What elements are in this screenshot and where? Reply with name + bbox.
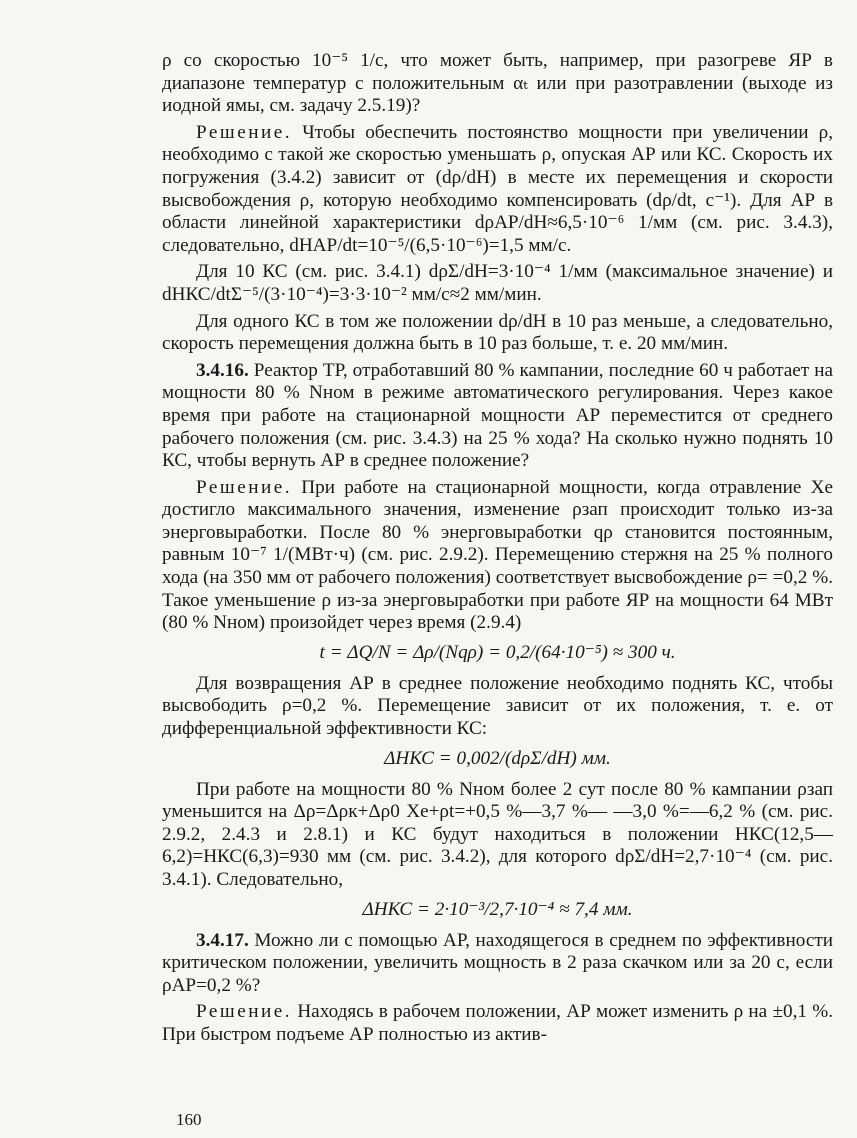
solution-label: Решение.: [196, 476, 293, 498]
paragraph-continuation: [162, 50, 833, 118]
page-number: 160: [176, 1110, 202, 1129]
paragraph-text: При работе на стационарной мощности, когда отравление Xe достигло максимального значения, изменение ρзап происходит только из-за энерговыработки. После 80 % энерговыработки qρ становится постоянным, равным 10⁻⁷ 1/(МВт·ч) (см. рис. 2.9.2). Перемещению стержня на 25 % полного хода (на 350 мм от рабочего положения) соответствует высвобождение ρ= =0,2 %. Такое уменьшение ρ из-за энерговыработки при работе ЯР на мощности 64 МВт (80 % Nном) произойдет через время (2.9.4): [162, 476, 833, 634]
paragraph-text: Для одного КС в том же положении dρ/dH в 10 раз меньше, а следовательно, скорость перемещения должна быть в 10 раз больше, т. е. 20 мм/мин.: [162, 310, 833, 355]
solution-label: Решение.: [196, 121, 293, 143]
paragraph-text: Находясь в рабочем положении, АР может изменить ρ на ±0,1 %. При быстром подъеме АР полностью из актив-: [162, 1001, 833, 1045]
problem-paragraph: [162, 360, 833, 473]
solution-paragraph: [162, 477, 833, 635]
formula: ΔHКС = 2·10⁻³/2,7·10⁻⁴ ≈ 7,4 мм.: [362, 898, 633, 920]
paragraph: [162, 673, 833, 741]
problem-number: 3.4.17.: [196, 929, 249, 951]
paragraph-text: Чтобы обеспечить постоянство мощности при увеличении ρ, необходимо с такой же скоростью уменьшать ρ, опуская АР или КС. Скорость их погружения (3.4.2) зависит от (dρ/dH) в месте их перемещения и скорости высвобождения ρ, которую необходимо компенсировать (dρ/dt, с⁻¹). Для АР в области линейной характеристики dρАР/dH≈6,5·10⁻⁶ 1/мм (см. рис. 3.4.3), следовательно, dHАР/dt=10⁻⁵/(6,5·10⁻⁶)=1,5 мм/с.: [162, 121, 833, 256]
problem-number: 3.4.16.: [196, 359, 249, 381]
paragraph: [162, 311, 833, 356]
paragraph-text: Для возвращения АР в среднее положение необходимо поднять КС, чтобы высвободить ρ=0,2 %. Перемещение зависит от их положения, т. е. от дифференциальной эффективности КС:: [162, 672, 833, 740]
problem-paragraph: [162, 930, 833, 998]
paragraph: [162, 779, 833, 892]
paragraph-text: При работе на мощности 80 % Nном более 2 сут после 80 % кампании ρзап уменьшится на Δρ=Δρк+Δρ0 Xe+ρt=+0,5 %—3,7 %— —3,0 %=—6,2 % (см. рис. 2.9.2, 2.4.3 и 2.8.1) и КС будут находиться в положении HКС(12,5—6,2)=HКС(6,3)=930 мм (см. рис. 3.4.2), для которого dρΣ/dH=2,7·10⁻⁴ (см. рис. 3.4.1). Следовательно,: [162, 778, 833, 890]
paragraph-text: Можно ли с помощью АР, находящегося в среднем по эффективности критическом положении, увеличить мощность в 2 раза скачком или за 20 с, если ρАР=0,2 %?: [162, 929, 833, 996]
solution-paragraph: [162, 1001, 833, 1046]
paragraph-text: Для 10 КС (см. рис. 3.4.1) dρΣ/dH=3·10⁻⁴ 1/мм (максимальное значение) и dHКС/dtΣ⁻⁵/(3·10⁻⁴)=3·3·10⁻² мм/с≈2 мм/мин.: [162, 261, 833, 305]
paragraph: [162, 261, 833, 306]
solution-paragraph: [162, 122, 833, 258]
solution-label: Решение.: [196, 1001, 293, 1023]
formula: ΔHКС = 0,002/(dρΣ/dH) мм.: [384, 747, 611, 769]
paragraph-text: ρ со скоростью 10⁻⁵ 1/с, что может быть, например, при разогреве ЯР в диапазоне температур с положительным αₜ или при разотравлении (выходе из иодной ямы, см. задачу 2.5.19)?: [162, 50, 833, 117]
formula: t = ΔQ/N = Δρ/(Nqρ) = 0,2/(64·10⁻⁵) ≈ 300 ч.: [319, 641, 676, 663]
paragraph-text: Реактор ТР, отработавший 80 % кампании, последние 60 ч работает на мощности 80 % Nном в режиме автоматического регулирования. Через какое время при работе на стационарной мощности АР переместится от среднего рабочего положения (см. рис. 3.4.3) на 25 % хода? На сколько нужно поднять 10 КС, чтобы вернуть АР в среднее положение?: [162, 359, 833, 472]
